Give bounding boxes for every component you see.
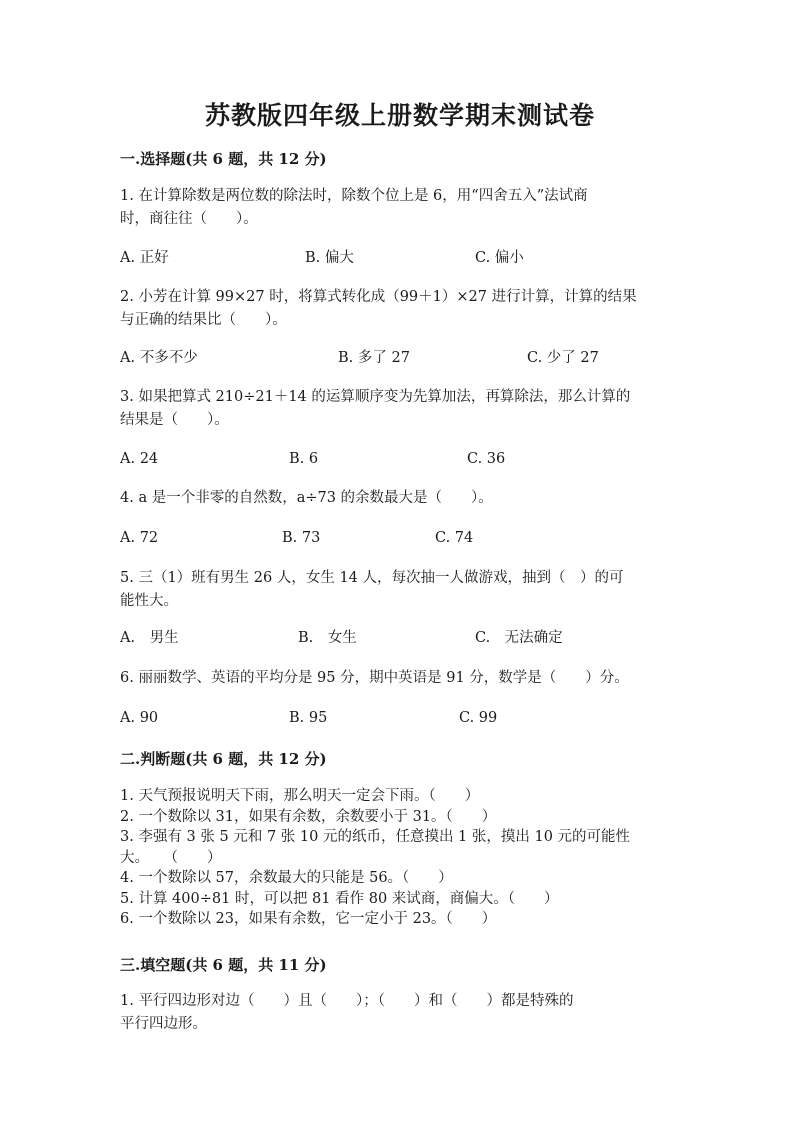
question-4 <box>120 487 675 510</box>
list-item: 2. 一个数除以 31，如果有余数，余数要小于 31。（ ） <box>120 808 497 825</box>
question-stem-line: 与正确的结果比（ ）。 <box>120 312 287 328</box>
section-heading-choice: 一.选择题(共 6 题，共 12 分) <box>120 150 327 168</box>
option-a: A. 不多不少 <box>120 350 198 366</box>
question-2 <box>120 286 675 332</box>
question-6 <box>120 667 690 690</box>
list-item: 大。 （ ） <box>120 849 222 866</box>
option-b: B. 73 <box>282 530 321 546</box>
option-b: B. 6 <box>289 451 319 467</box>
option-b: B. 女生 <box>298 630 357 646</box>
list-item: 6. 一个数除以 23，如果有余数，它一定小于 23。（ ） <box>120 911 497 927</box>
question-stem-line: 6. 丽丽数学、英语的平均分是 95 分，期中英语是 91 分，数学是（ ）分。 <box>120 670 629 686</box>
question-stem-line: 5. 三（1）班有男生 26 人，女生 14 人，每次抽一人做游戏，抽到（ ）的可 <box>120 570 624 586</box>
question-stem-line: 1. 平行四边形对边（ ）且（ ）；（ ）和（ ）都是特殊的 <box>120 993 574 1009</box>
question-1 <box>120 185 675 231</box>
list-item: 4. 一个数除以 57，余数最大的只能是 56。（ ） <box>120 870 453 886</box>
option-a: A. 90 <box>120 710 159 726</box>
question-stem-line: 能性大。 <box>120 593 178 609</box>
question-5 <box>120 567 675 613</box>
option-b: B. 95 <box>289 710 328 726</box>
section-heading-judgement: 二.判断题(共 6 题，共 12 分) <box>120 750 327 768</box>
fill-question-1 <box>120 990 675 1036</box>
list-item: 5. 计算 400÷81 时，可以把 81 看作 80 来试商，商偏大。（ ） <box>120 890 559 907</box>
option-c: C. 36 <box>467 451 506 467</box>
question-3 <box>120 386 675 432</box>
option-b: B. 偏大 <box>305 250 354 266</box>
option-c: C. 少了 27 <box>527 350 599 366</box>
question-stem-line: 3. 如果把算式 210÷21＋14 的运算顺序变为先算加法，再算除法，那么计算的 <box>120 389 631 405</box>
judgement-list <box>120 786 675 930</box>
question-stem-line: 4. a 是一个非零的自然数，a÷73 的余数最大是（ ）。 <box>120 490 493 506</box>
question-stem-line: 结果是（ ）。 <box>120 412 229 428</box>
option-a: A. 男生 <box>120 630 179 646</box>
option-c: C. 无法确定 <box>475 630 563 646</box>
question-stem-line: 1. 在计算除数是两位数的除法时，除数个位上是 6，用“四舍五入”法试商 <box>120 188 588 204</box>
page-title: 苏教版四年级上册数学期末测试卷 <box>204 101 595 130</box>
option-a: A. 正好 <box>120 250 169 266</box>
option-c: C. 99 <box>459 710 498 726</box>
option-c: C. 偏小 <box>475 250 524 266</box>
section-heading-fill-blank: 三.填空题(共 6 题，共 11 分) <box>120 956 327 974</box>
option-b: B. 多了 27 <box>338 350 410 366</box>
list-item: 3. 李强有 3 张 5 元和 7 张 10 元的纸币，任意摸出 1 张，摸出 10 元的可能性 <box>120 829 631 845</box>
option-a: A. 24 <box>120 451 159 467</box>
question-stem-line: 2. 小芳在计算 99×27 时，将算式转化成（99＋1）×27 进行计算，计算的结果 <box>120 289 637 305</box>
question-stem-line: 时，商往往（ ）。 <box>120 211 258 227</box>
list-item: 1. 天气预报说明天下雨，那么明天一定会下雨。（ ） <box>120 788 480 804</box>
option-a: A. 72 <box>120 530 159 546</box>
question-stem-line: 平行四边形。 <box>120 1016 207 1032</box>
option-c: C. 74 <box>435 530 474 546</box>
